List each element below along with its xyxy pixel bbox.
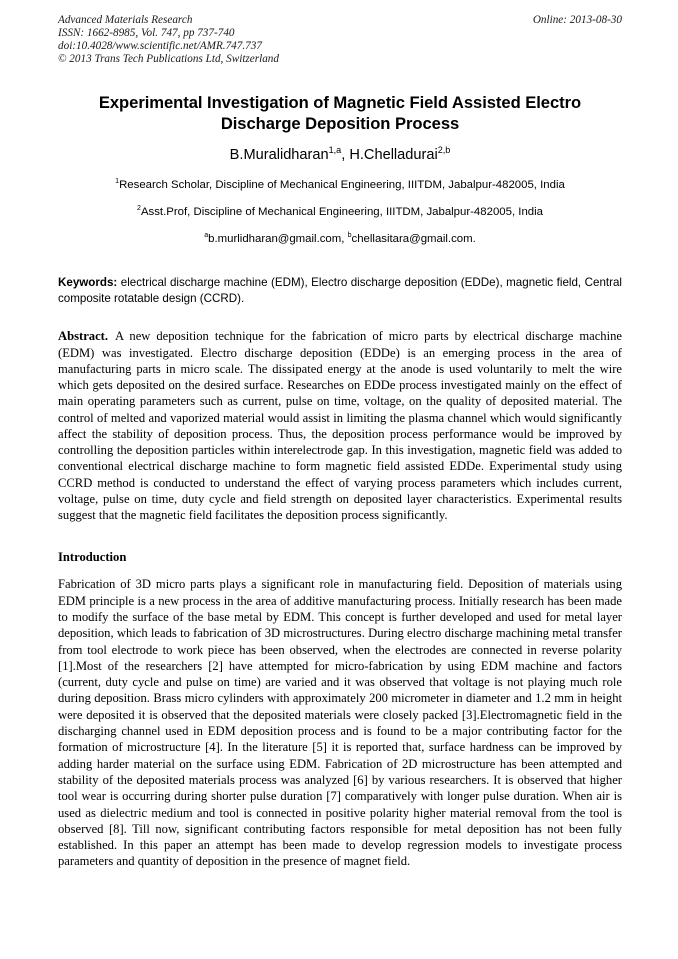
- email-marker-a: a: [204, 232, 209, 240]
- affiliation-1: [58, 178, 622, 192]
- journal-name: Advanced Materials Research: [58, 14, 193, 26]
- abstract-text: A new deposition technique for the fabrication of micro parts by electrical discharge machine (EDM) was investigated. Electro discharge deposition (EDDe) is an emerging process in the area of manufacturing parts in micro scale. The dissipated energy at the anode is used voluntarily to melt the wire which gets deposited on the desired surface. Researches on EDDe process investigated mainly on the effect of main operating parameters such as current, pulse on time, voltage, on the quality of deposited material. The control of melted and vaporized material would assist in limiting the plasma channel which would significantly affect the stability of deposition process. Thus, the deposition process performance would be improved by controlling the deposition particles within interelectrode gap. In this investigation, magnetic field was added to conventional electrical discharge machine to form magnetic field assisted EDDe. Experimental study using CCRD method is conducted to understand the effect of varying process parameters which includes current, voltage, pulse on time, duty cycle and field strength on deposited layer characteristics. Experimental results suggest that the magnetic field facilitates the deposition process significantly.: [58, 329, 622, 523]
- journal-issn: ISSN: 1662-8985, Vol. 747, pp 737-740: [58, 27, 235, 40]
- online-date: Online: 2013-08-30: [532, 14, 622, 26]
- title-block: [58, 92, 622, 246]
- journal-header: [58, 14, 622, 66]
- keywords-text: electrical discharge machine (EDM), Electro discharge deposition (EDDe), magnetic field, Central composite rotatable design (CCRD).: [58, 276, 622, 305]
- affiliation-2: [58, 205, 622, 219]
- introduction-heading: Introduction: [58, 550, 127, 565]
- affiliation-marker-2: 2: [137, 205, 141, 213]
- abstract-section: [58, 328, 622, 523]
- page-title: Experimental Investigation of Magnetic Field Assisted Electro Discharge Deposition Process: [98, 93, 582, 134]
- email-address-1: b.murlidharan@gmail.com,: [208, 233, 348, 246]
- author-affiliation-marker-2: 2,b: [437, 145, 451, 156]
- author-emails: [58, 232, 622, 246]
- author-affiliation-marker-1: 1,a: [328, 145, 342, 156]
- introduction-paragraph: Fabrication of 3D micro parts plays a significant role in manufacturing field. Deposition of materials using EDM principle is a new process in the area of additive manufacturing process. Initially research has been made to modify the surface of the base metal by EDM. This concept is further developed and used for metal layer deposition, which leads to fabrication of 3D microstructures. During electro discharge machining metal transfer from tool electrode to work piece has been observed, when the electrodes are connected in reverse polarity [1].Most of the researchers [2] have attempted for micro-fabrication by using EDM machine and factors (current, duty cycle and pulse on time) are varied and it was observed that voltage is not playing much role during deposition. Brass micro cylinders with approximately 200 micrometer in diameter and 1.2 mm in height were deposited it is observed that the deposited materials were closely packed [3].Electromagnetic field in the discharging channel used in EDM deposition process and is found to be a major contributing factor for the formation of microstructure [4]. In the literature [5] it is reported that, surface hardness can be improved by adding harder material on the surface using EDM. Fabrication of 2D microstructure has been attempted and stability of the deposited materials process was analyzed [6] by various researchers. It is observed that higher tool wear is occurring during shorter pulse duration [7] comparatively with longer pulse duration. When air is used as dielectric medium and tool is connected in positive polarity higher material removal from the tool is observed [8]. Till now, significant contributing factors responsible for metal deposition has not been fully established. In this paper an attempt has been made to develop regression models to investigate process parameters and quantity of deposition in the presence of magnet field.: [58, 577, 622, 869]
- email-marker-b: b: [347, 232, 352, 240]
- email-address-2: chellasitara@gmail.com.: [351, 233, 476, 246]
- abstract-label: Abstract.: [58, 329, 109, 344]
- affiliation-text-1: Research Scholar, Discipline of Mechanical Engineering, IIITDM, Jabalpur-482005, India: [119, 179, 565, 192]
- author-separator: ,: [341, 147, 350, 164]
- journal-doi: doi:10.4028/www.scientific.net/AMR.747.737: [58, 40, 262, 53]
- keywords-section: [58, 275, 622, 306]
- keywords-label: Keywords:: [58, 276, 118, 290]
- author-name-1: B.Muralidharan: [229, 147, 329, 164]
- affiliation-marker-1: 1: [115, 178, 120, 186]
- author-list: [58, 146, 622, 164]
- journal-copyright: © 2013 Trans Tech Publications Ltd, Switzerland: [58, 53, 279, 66]
- author-name-2: H.Chelladurai: [349, 147, 438, 164]
- affiliation-text-2: Asst.Prof, Discipline of Mechanical Engineering, IIITDM, Jabalpur-482005, India: [140, 206, 543, 219]
